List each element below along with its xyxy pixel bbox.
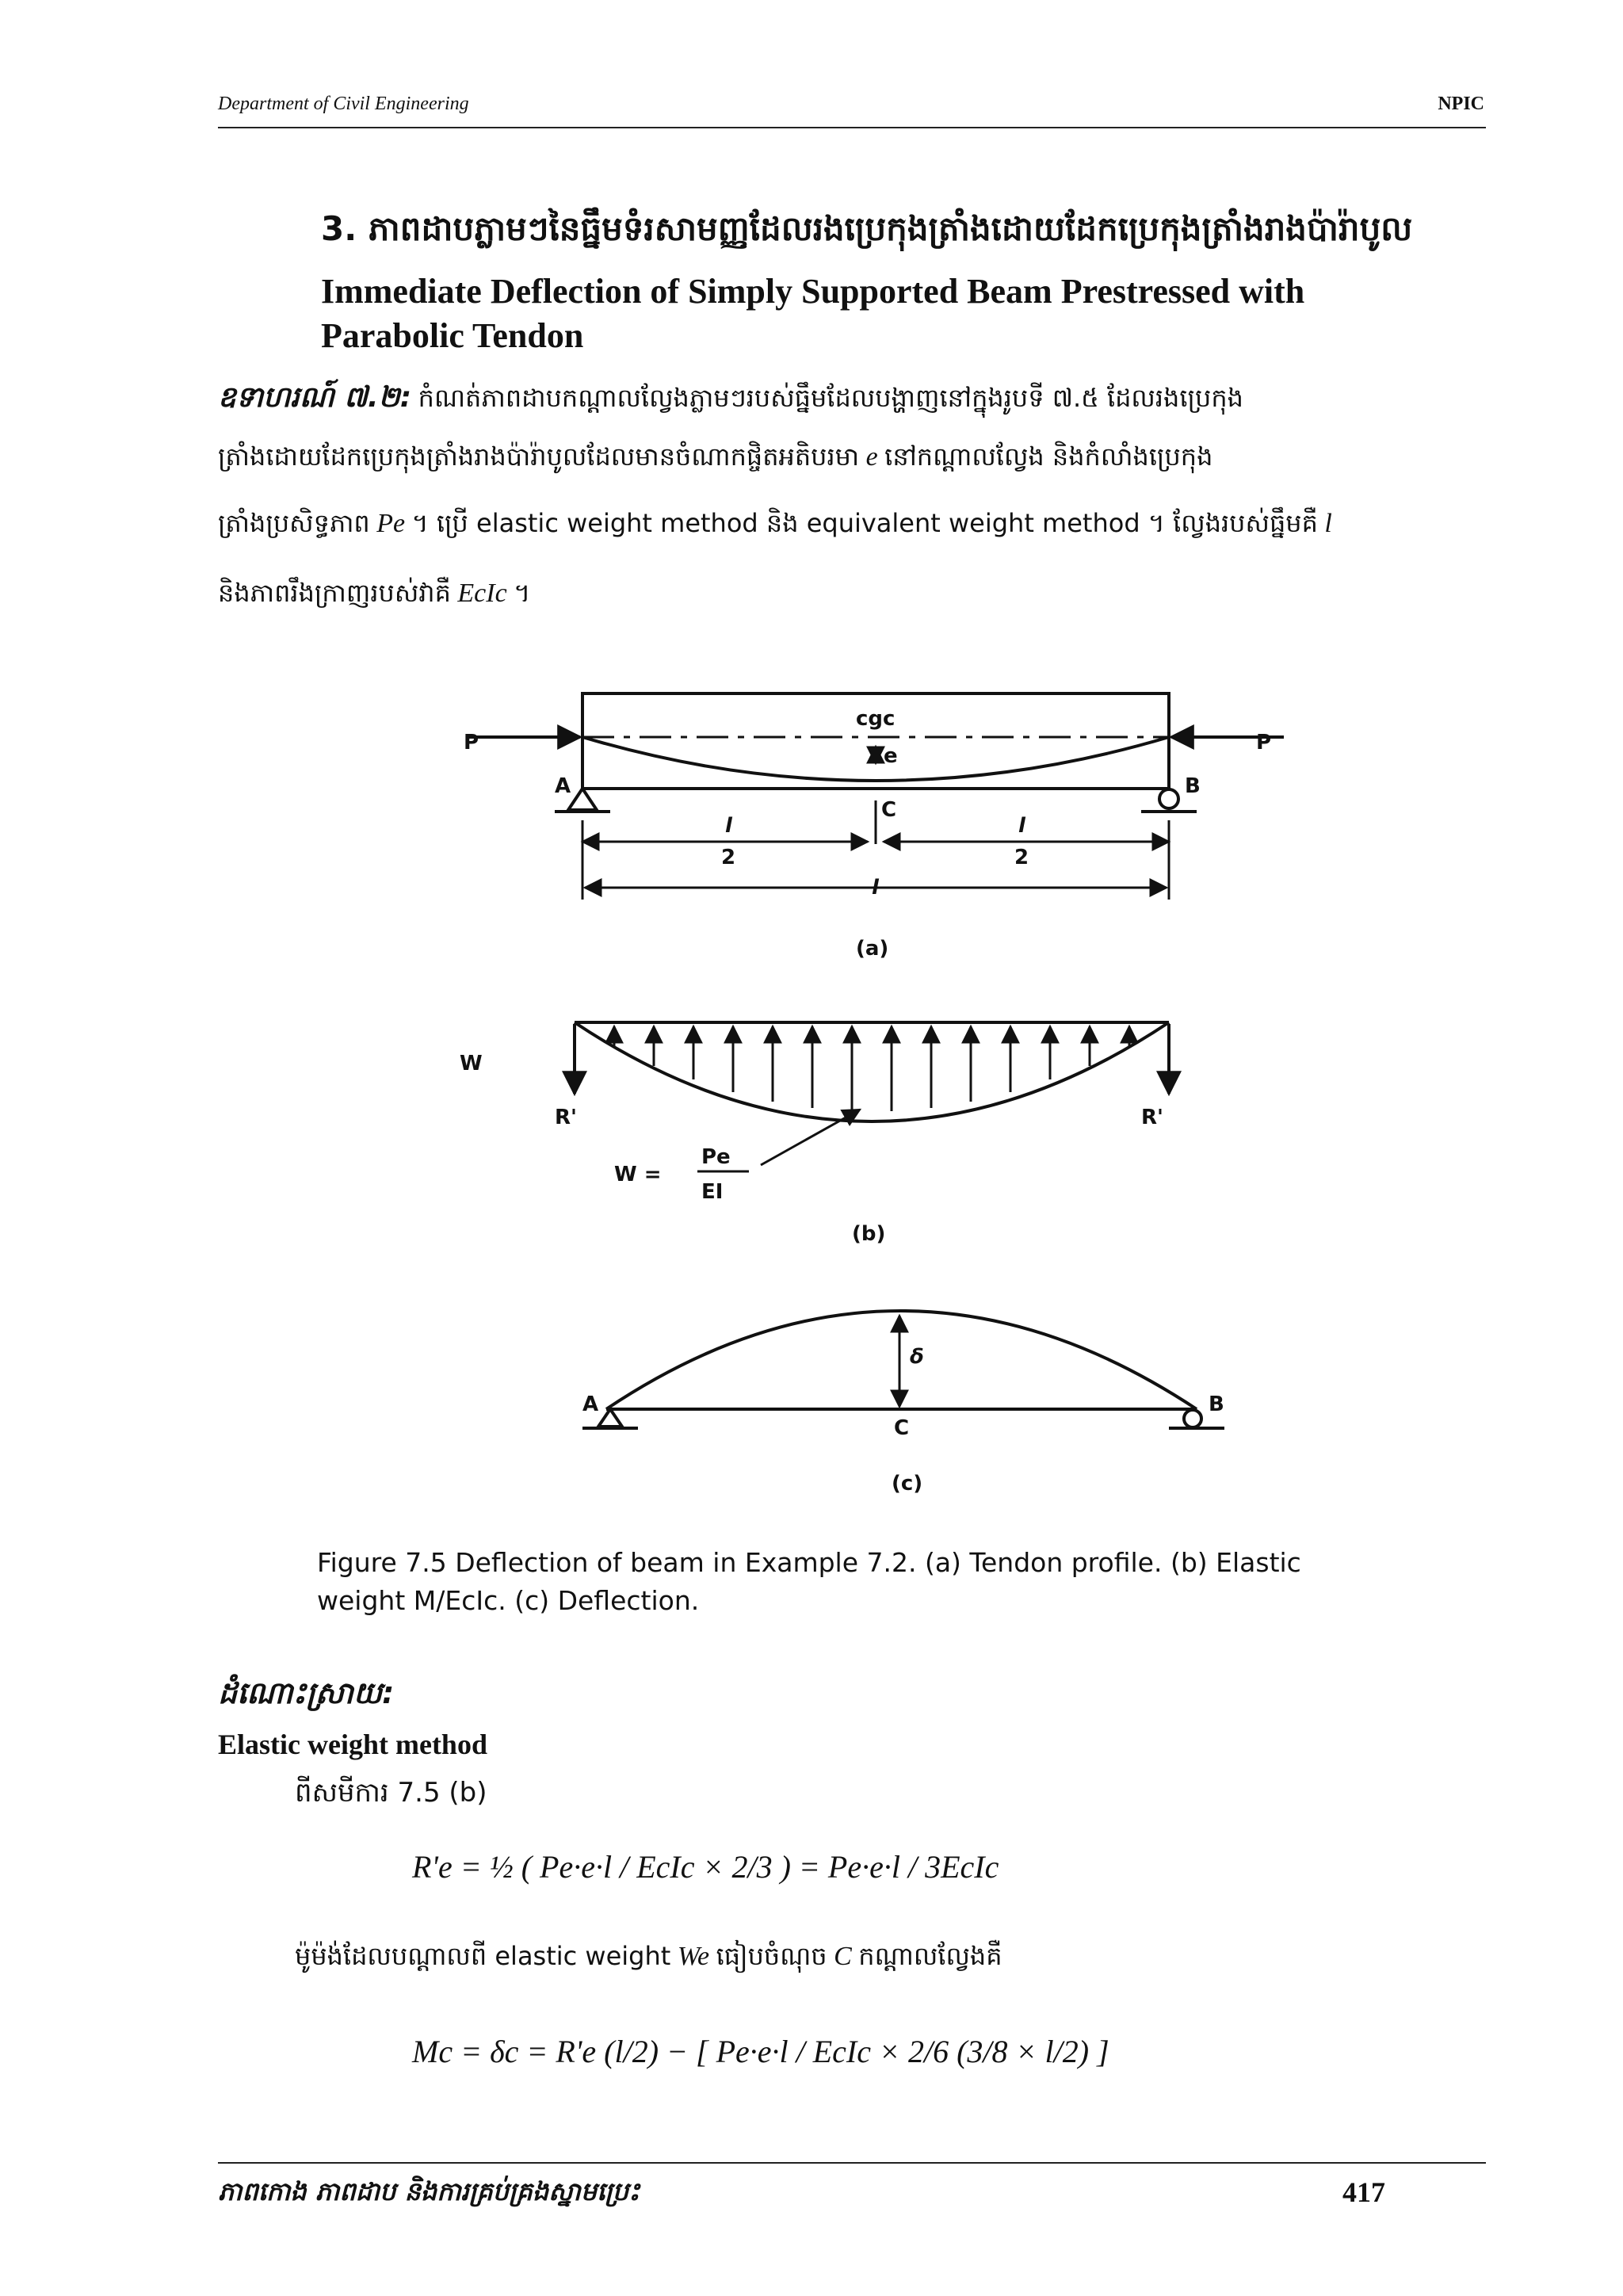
figure-c-deflection [582,1311,1224,1428]
page-number: 417 [1342,2176,1385,2208]
label-c-top: C [881,798,897,822]
label-l-half2: l [1018,814,1025,838]
label-b-top: B [1185,774,1201,798]
label-cgc: cgc [856,707,896,731]
example-text2a: ត្រាំងដោយដែកប្រេកុងត្រាំងរាងប៉ារ៉ាបូលដែលមានចំណាកផ្ចិតអតិបរមា [218,441,860,472]
example-text2b: នៅកណ្តាលល្វែង និងកំលាំងប្រេកុង [884,441,1213,472]
support-b-roller-c [1184,1410,1201,1427]
example-text3b: ។ ប្រើ elastic weight method និង equivalent weight method ។ ល្វែងរបស់ធ្នឹមគឺ [411,508,1318,538]
elastic-load-arrows [614,1026,1129,1111]
label-we: W [460,1052,483,1075]
support-a-pin-c [598,1409,622,1427]
header-npic: NPIC [1438,94,1484,114]
label-we-num: Pe [701,1145,731,1169]
label-a-c: A [582,1392,599,1416]
elastic-weight-curve [575,1022,1169,1121]
example-text1: កំណត់ភាពដាបកណ្តាលល្វែងភ្លាមៗរបស់ធ្នឹមដែលបង្ហាញនៅក្នុងរូបទី ៧.៥ ដែលរងប្រេកុង [418,383,1243,413]
label-we-den: EI [701,1180,724,1204]
example-text4a: និងភាពរឹងក្រាញរបស់វាគឺ [218,578,451,608]
var-ecic: EcIc [457,579,507,608]
moment-line [295,1940,1444,1977]
section-title-en-line2: Parabolic Tendon [321,316,584,355]
label-b-c: B [1209,1392,1224,1416]
equation-mc: Mc = δc = R'e (l/2) − [ Pe·e·l / EcIc × 2/6 (3/8 × l/2) ] [412,2034,1109,2069]
support-a-pin [568,789,597,810]
var-e: e [865,442,878,472]
label-l-full: l [872,876,879,900]
deflection-curve [606,1311,1197,1409]
label-e: e [884,744,898,768]
label-c-tag: (c) [892,1472,923,1496]
label-b-tag: (b) [852,1222,886,1246]
moment-text-b: ធៀបចំណុច [716,1941,827,1971]
solution-heading: ដំណោះស្រាយ: [218,1675,395,1710]
figure-caption-line2: weight M/EcIc. (c) Deflection. [317,1585,700,1616]
example-text4b: ។ [514,578,531,608]
section-title-km: 3. ភាពដាបភ្លាមៗនៃធ្នឹមទំរសាមញ្ញដែលរងប្រេកុងត្រាំងដោយដែកប្រេកុងត្រាំងរាងប៉ារ៉ាបូល [321,209,1413,248]
section-title-en-line1: Immediate Deflection of Simply Supported Beam Prestressed with [321,272,1305,311]
method-heading: Elastic weight method [218,1729,487,1760]
label-re-right: R' [1141,1106,1163,1129]
moment-text-a: ម៉ូម៉ង់ដែលបណ្តាលពី elastic weight [295,1941,671,1971]
label-pe-right: P [1256,731,1272,755]
label-re-left: R' [555,1106,577,1129]
var-we: We [677,1942,710,1971]
figure-caption-line1: Figure 7.5 Deflection of beam in Example 7.2. (a) Tendon profile. (b) Elastic [317,1547,1301,1578]
label-c-c: C [894,1416,910,1440]
label-delta: δ [910,1345,924,1369]
label-a-top: A [555,774,571,798]
equation-re: R'e = ½ ( Pe·e·l / EcIc × 2/3 ) = Pe·e·l / 3EcIc [412,1849,999,1885]
figure-caption [317,1544,1442,1620]
label-two-2: 2 [1014,846,1029,869]
figure-b-elastic-weight [575,1022,1169,1165]
from-equation: ពីសមីការ 7.5 (b) [295,1777,487,1809]
label-a-tag: (a) [856,937,889,961]
label-we-eq: W = [614,1163,662,1186]
var-l: l [1324,509,1332,538]
moment-text-c: កណ្តាលល្វែងគឺ [858,1941,1002,1971]
label-pe-left: P [464,731,479,755]
example-label: ឧទាហរណ៍ ៧.២: [218,381,412,414]
var-c: C [834,1942,852,1971]
var-pe: Pe [376,509,406,538]
support-b-roller [1159,789,1178,808]
label-l-half1: l [725,814,732,838]
example-text3a: ត្រាំងប្រសិទ្ធភាព [218,508,370,538]
label-two-1: 2 [721,846,736,869]
footer-title: ភាពកោង ភាពដាប និងការគ្រប់គ្រងស្នាមប្រេះ [218,2176,640,2206]
header-department: Department of Civil Engineering [218,94,469,114]
footer-rule [218,2162,1486,2164]
